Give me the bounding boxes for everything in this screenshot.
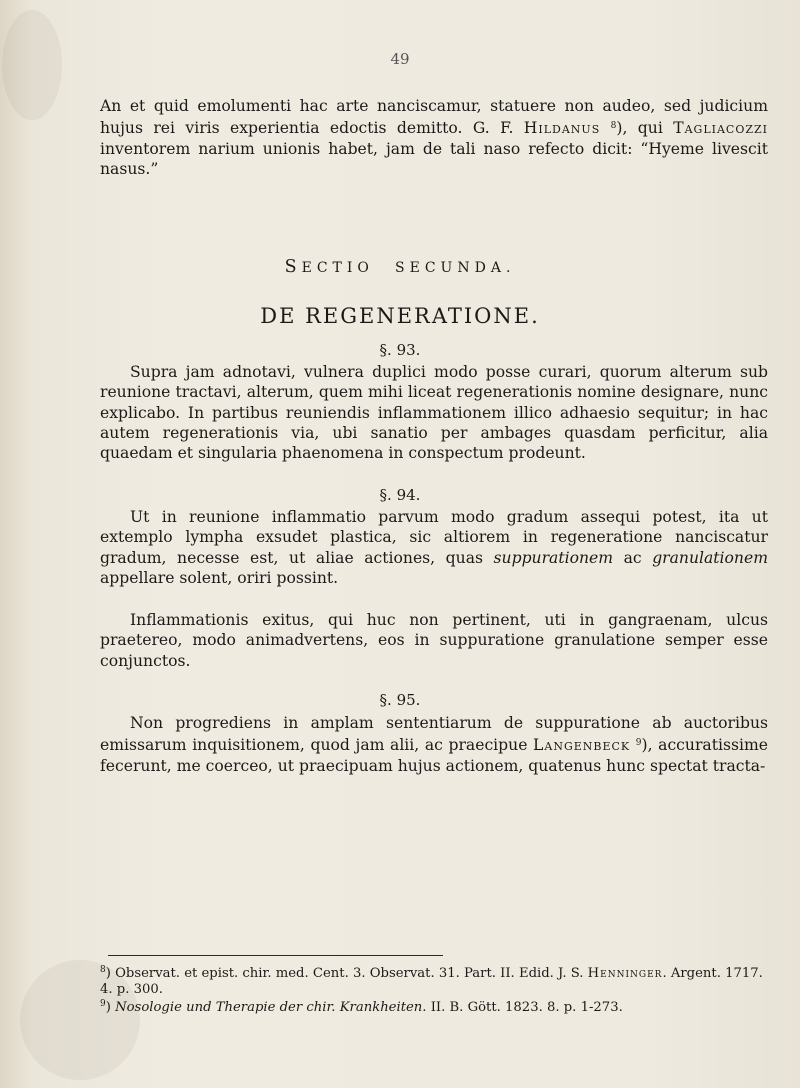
paragraph-93: Supra jam adnotavi, vulnera duplici modo posse curari, quorum alterum sub reunione tractavi, alterum, quem mihi liceat regenerationis nomine designare, nunc explicabo. In partibus reuniendis inflammationem illico adhaesio sequitur; in hac autem regenerationis via, ubi sanatio per ambages quasdam perficitur, alia quaedam et singularia phaenomena in conspectum prodeunt.	[100, 363, 768, 463]
paragraph-mark-95: §. 95.	[379, 691, 421, 709]
section-title: DE REGENERATIONE.	[260, 304, 540, 328]
sectio-heading: SECTIO SECUNDA.	[284, 257, 516, 277]
paragraph-94-a: Ut in reunione inflammatio parvum modo gradum assequi potest, ita ut extemplo lympha exsudet plastica, sic altiorem in regeneratione nanciscatur gradum, necesse est, ut aliae actiones, quas suppurationem ac granulationem appellare solent, oriri possint.	[100, 508, 768, 587]
paragraph-94-b: Inflammationis exitus, qui huc non pertinent, uti in gangraenam, ulcus praetereo, modo animadvertens, eos in suppuratione granulatione semper esse conjunctos.	[100, 611, 768, 670]
paragraph-95: Non progrediens in amplam sententiarum de suppuratione ab auctoribus emissarum inquisitionem, quod jam alii, ac praecipue Langenbeck $^9$), accuratissime fecerunt, me coerceo, ut praecipuam hujus actionem, quatenus hunc spectat tracta-	[100, 714, 768, 775]
footnote-9: $^9$) Nosologie und Therapie der chir. Krankheiten. II. B. Gött. 1823. 8. p. 1-273.	[100, 999, 623, 1015]
intro-paragraph: An et quid emolumenti hac arte nanciscamur, statuere non audeo, sed judicium hujus rei viris experientia edoctis demitto. G. F. Hildanus $^8$), qui Tagliacozzi inventorem narium unionis habet, jam de tali naso refecto dicit: “Hyeme livescit nasus.”	[100, 97, 768, 178]
page-number: 49	[390, 50, 410, 68]
footnote-8: $^8$) Observat. et epist. chir. med. Cent. 3. Observat. 31. Part. II. Edid. J. S. Henninger. Argent. 1717. 4. p. 300.	[100, 965, 763, 997]
footnote-divider	[108, 955, 443, 956]
paragraph-mark-94: §. 94.	[379, 486, 421, 504]
paragraph-mark-93: §. 93.	[379, 341, 421, 359]
